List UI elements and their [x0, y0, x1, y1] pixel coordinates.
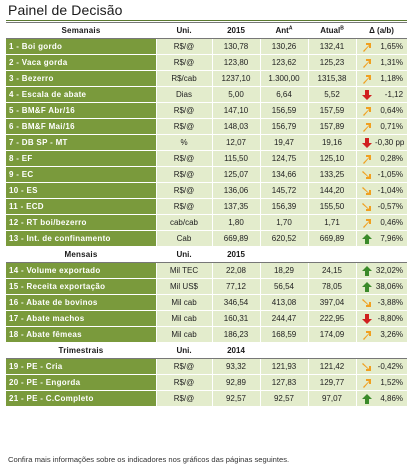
arrow-down-right-orange-icon: [361, 361, 373, 373]
current-value: 157,89: [308, 119, 356, 135]
previous-value: 413,08: [260, 295, 308, 311]
arrow-up-green-icon: [361, 233, 373, 245]
table-row: [6, 87, 407, 103]
unit-cell: Mil cab: [156, 327, 212, 343]
delta-value: 0,64%: [372, 103, 407, 119]
indicator-name: 10 - ES: [6, 183, 156, 199]
indicator-name: 20 - PE - Engorda: [6, 375, 156, 391]
indicator-name: 13 - Int. de confinamento: [6, 231, 156, 247]
arrow-up-right-orange-icon: [361, 73, 373, 85]
unit-header: Uni.: [156, 23, 212, 39]
trend-cell: [356, 295, 372, 311]
unit-cell: R$/cab: [156, 71, 212, 87]
delta-value: -1,12: [372, 87, 407, 103]
arrow-up-green-icon: [361, 281, 373, 293]
unit-cell: Mil TEC: [156, 263, 212, 279]
previous-value: 121,93: [260, 359, 308, 375]
year-value: 22,08: [212, 263, 260, 279]
year-value: 92,89: [212, 375, 260, 391]
table-row: [6, 279, 407, 295]
year-value: 12,07: [212, 135, 260, 151]
year-header: 2014: [212, 343, 260, 359]
delta-value: 7,96%: [372, 231, 407, 247]
section-header: [6, 23, 407, 39]
previous-value: 1,70: [260, 215, 308, 231]
footer-note: Confira mais informações sobre os indicadores nos gráficos das páginas seguintes.: [8, 455, 290, 464]
current-value: 97,07: [308, 391, 356, 407]
table-row: [6, 199, 407, 215]
previous-value: 19,47: [260, 135, 308, 151]
table-row: [6, 359, 407, 375]
indicator-name: 8 - EF: [6, 151, 156, 167]
current-value: 222,95: [308, 311, 356, 327]
unit-cell: Mil cab: [156, 295, 212, 311]
trend-cell: [356, 311, 372, 327]
indicator-name: 12 - RT boi/bezerro: [6, 215, 156, 231]
current-value: 1315,38: [308, 71, 356, 87]
table-row: [6, 39, 407, 55]
trend-cell: [356, 279, 372, 295]
current-value: 669,89: [308, 231, 356, 247]
year-value: 130,78: [212, 39, 260, 55]
table-row: [6, 71, 407, 87]
unit-cell: R$/@: [156, 375, 212, 391]
table-row: [6, 183, 407, 199]
year-value: 123,80: [212, 55, 260, 71]
unit-cell: R$/@: [156, 391, 212, 407]
previous-value: 145,72: [260, 183, 308, 199]
table-row: [6, 55, 407, 71]
delta-value: -0,57%: [372, 199, 407, 215]
unit-header: Uni.: [156, 343, 212, 359]
current-value: 125,23: [308, 55, 356, 71]
delta-value: 0,71%: [372, 119, 407, 135]
trend-cell: [356, 215, 372, 231]
current-header: [308, 247, 356, 263]
delta-value: 32,02%: [372, 263, 407, 279]
delta-value: -3,88%: [372, 295, 407, 311]
arrow-down-right-orange-icon: [361, 169, 373, 181]
previous-header: [260, 247, 308, 263]
year-value: 1237,10: [212, 71, 260, 87]
unit-cell: R$/@: [156, 151, 212, 167]
previous-value: 92,57: [260, 391, 308, 407]
unit-cell: R$/@: [156, 167, 212, 183]
section-label: Mensais: [6, 247, 156, 263]
table-row: [6, 215, 407, 231]
current-value: 144,20: [308, 183, 356, 199]
table-row: [6, 263, 407, 279]
current-value: 78,05: [308, 279, 356, 295]
previous-value: 168,59: [260, 327, 308, 343]
indicator-name: 21 - PE - C.Completo: [6, 391, 156, 407]
indicator-name: 14 - Volume exportado: [6, 263, 156, 279]
indicator-name: 2 - Vaca gorda: [6, 55, 156, 71]
unit-cell: Mil US$: [156, 279, 212, 295]
current-value: 132,41: [308, 39, 356, 55]
section-header: [6, 343, 407, 359]
arrow-down-right-orange-icon: [361, 297, 373, 309]
trend-cell: [356, 87, 372, 103]
delta-value: -1,04%: [372, 183, 407, 199]
arrow-up-green-icon: [361, 393, 373, 405]
table-row: [6, 103, 407, 119]
unit-cell: R$/@: [156, 39, 212, 55]
indicator-name: 19 - PE - Cria: [6, 359, 156, 375]
year-value: 147,10: [212, 103, 260, 119]
previous-header: [260, 343, 308, 359]
page-title: Painel de Decisão: [8, 2, 123, 18]
previous-value: 156,79: [260, 119, 308, 135]
current-value: 155,50: [308, 199, 356, 215]
table-row: [6, 135, 407, 151]
arrow-down-red-icon: [361, 137, 373, 149]
unit-cell: R$/@: [156, 103, 212, 119]
previous-value: 123,62: [260, 55, 308, 71]
delta-value: 1,52%: [372, 375, 407, 391]
unit-cell: R$/@: [156, 55, 212, 71]
current-value: 129,77: [308, 375, 356, 391]
table-row: [6, 311, 407, 327]
current-value: 1,71: [308, 215, 356, 231]
trend-cell: [356, 375, 372, 391]
delta-value: -8,80%: [372, 311, 407, 327]
year-value: 1,80: [212, 215, 260, 231]
trend-cell: [356, 231, 372, 247]
current-value: 133,25: [308, 167, 356, 183]
unit-cell: R$/@: [156, 119, 212, 135]
arrow-up-right-orange-icon: [361, 329, 373, 341]
year-value: 669,89: [212, 231, 260, 247]
unit-cell: cab/cab: [156, 215, 212, 231]
year-value: 125,07: [212, 167, 260, 183]
arrow-up-green-icon: [361, 265, 373, 277]
indicator-name: 15 - Receita exportação: [6, 279, 156, 295]
trend-cell: [356, 263, 372, 279]
indicator-name: 18 - Abate fêmeas: [6, 327, 156, 343]
table-row: [6, 375, 407, 391]
trend-cell: [356, 183, 372, 199]
year-header: 2015: [212, 247, 260, 263]
arrow-down-red-icon: [361, 89, 373, 101]
arrow-down-red-icon: [361, 313, 373, 325]
arrow-up-right-orange-icon: [361, 153, 373, 165]
year-header: 2015: [212, 23, 260, 39]
unit-cell: R$/@: [156, 199, 212, 215]
year-value: 92,57: [212, 391, 260, 407]
indicator-name: 11 - ECD: [6, 199, 156, 215]
indicator-name: 1 - Boi gordo: [6, 39, 156, 55]
arrow-down-right-orange-icon: [361, 201, 373, 213]
section-label: Trimestrais: [6, 343, 156, 359]
unit-cell: Mil cab: [156, 311, 212, 327]
arrow-up-right-orange-icon: [361, 377, 373, 389]
previous-value: 56,54: [260, 279, 308, 295]
arrow-up-right-orange-icon: [361, 105, 373, 117]
previous-header: Ant$^A$: [260, 23, 308, 39]
delta-value: -1,05%: [372, 167, 407, 183]
decision-panel-table: [6, 22, 407, 407]
current-value: 125,10: [308, 151, 356, 167]
delta-value: 3,26%: [372, 327, 407, 343]
previous-value: 156,39: [260, 199, 308, 215]
current-header: Atual$^B$: [308, 23, 356, 39]
table-row: [6, 295, 407, 311]
trend-cell: [356, 119, 372, 135]
year-value: 136,06: [212, 183, 260, 199]
arrow-up-right-orange-icon: [361, 41, 373, 53]
section-label: Semanais: [6, 23, 156, 39]
table-row: [6, 151, 407, 167]
unit-cell: Dias: [156, 87, 212, 103]
delta-value: 4,86%: [372, 391, 407, 407]
indicator-name: 5 - BM&F Abr/16: [6, 103, 156, 119]
trend-cell: [356, 71, 372, 87]
previous-value: 18,29: [260, 263, 308, 279]
trend-cell: [356, 55, 372, 71]
unit-header: Uni.: [156, 247, 212, 263]
delta-header: [356, 247, 407, 263]
arrow-up-right-orange-icon: [361, 121, 373, 133]
trend-cell: [356, 151, 372, 167]
trend-cell: [356, 103, 372, 119]
unit-cell: Cab: [156, 231, 212, 247]
trend-cell: [356, 167, 372, 183]
arrow-down-right-orange-icon: [361, 185, 373, 197]
section-header: [6, 247, 407, 263]
year-value: 137,35: [212, 199, 260, 215]
delta-header: Δ (a/b): [356, 23, 407, 39]
year-value: 5,00: [212, 87, 260, 103]
previous-value: 1.300,00: [260, 71, 308, 87]
current-value: 397,04: [308, 295, 356, 311]
title-divider: [6, 20, 407, 21]
previous-value: 124,75: [260, 151, 308, 167]
indicator-name: 4 - Escala de abate: [6, 87, 156, 103]
current-header: [308, 343, 356, 359]
previous-value: 156,59: [260, 103, 308, 119]
trend-cell: [356, 199, 372, 215]
year-value: 77,12: [212, 279, 260, 295]
previous-value: 130,26: [260, 39, 308, 55]
delta-value: 0,46%: [372, 215, 407, 231]
previous-value: 134,66: [260, 167, 308, 183]
arrow-up-right-orange-icon: [361, 57, 373, 69]
delta-value: -0,42%: [372, 359, 407, 375]
current-value: 157,59: [308, 103, 356, 119]
current-value: 174,09: [308, 327, 356, 343]
unit-cell: R$/@: [156, 359, 212, 375]
delta-value: 38,06%: [372, 279, 407, 295]
year-value: 160,31: [212, 311, 260, 327]
year-value: 93,32: [212, 359, 260, 375]
delta-value: 1,65%: [372, 39, 407, 55]
previous-value: 620,52: [260, 231, 308, 247]
trend-cell: [356, 135, 372, 151]
indicator-name: 3 - Bezerro: [6, 71, 156, 87]
trend-cell: [356, 327, 372, 343]
delta-value: 1,31%: [372, 55, 407, 71]
table-row: [6, 231, 407, 247]
table-row: [6, 167, 407, 183]
unit-cell: R$/@: [156, 183, 212, 199]
indicator-name: 6 - BM&F Mai/16: [6, 119, 156, 135]
delta-value: -0,30 pp: [372, 135, 407, 151]
table-row: [6, 391, 407, 407]
previous-value: 244,47: [260, 311, 308, 327]
year-value: 346,54: [212, 295, 260, 311]
arrow-up-right-orange-icon: [361, 217, 373, 229]
delta-value: 0,28%: [372, 151, 407, 167]
trend-cell: [356, 359, 372, 375]
indicator-name: 9 - EC: [6, 167, 156, 183]
year-value: 186,23: [212, 327, 260, 343]
year-value: 148,03: [212, 119, 260, 135]
previous-value: 6,64: [260, 87, 308, 103]
year-value: 115,50: [212, 151, 260, 167]
unit-cell: %: [156, 135, 212, 151]
current-value: 5,52: [308, 87, 356, 103]
indicator-name: 7 - DB SP - MT: [6, 135, 156, 151]
current-value: 24,15: [308, 263, 356, 279]
trend-cell: [356, 39, 372, 55]
indicator-name: 16 - Abate de bovinos: [6, 295, 156, 311]
delta-value: 1,18%: [372, 71, 407, 87]
current-value: 19,16: [308, 135, 356, 151]
indicator-name: 17 - Abate machos: [6, 311, 156, 327]
delta-header: [356, 343, 407, 359]
trend-cell: [356, 391, 372, 407]
table-row: [6, 119, 407, 135]
current-value: 121,42: [308, 359, 356, 375]
previous-value: 127,83: [260, 375, 308, 391]
table-row: [6, 327, 407, 343]
